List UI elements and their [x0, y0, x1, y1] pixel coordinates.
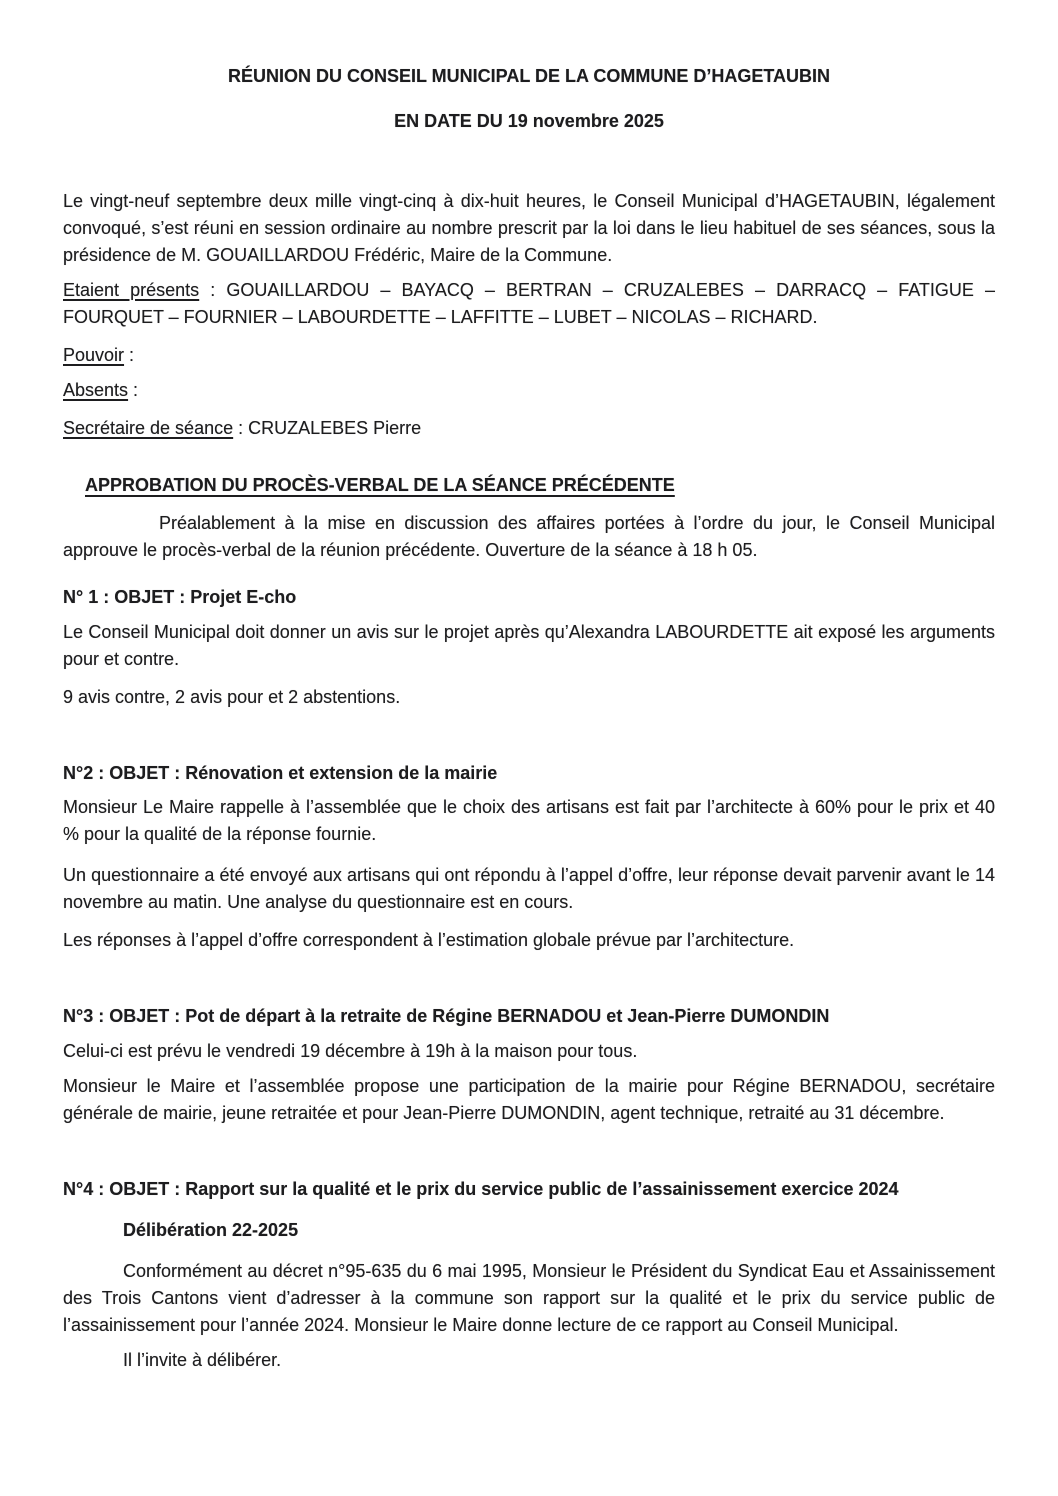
line-label: Secrétaire de séance [63, 418, 234, 438]
doc-labeled-line: Pouvoir : [63, 345, 135, 365]
doc-paragraph-indented: Conformément au décret n°95-635 du 6 mai 1995, Monsieur le Président du Syndicat Eau et Assainissement des Trois Cantons vient d’adresser à la commune son rapport sur la qualité et le prix du service public de l’assainissement pour l’année 2024. Monsieur le Maire donne lecture de ce rapport au Conseil Municipal. [63, 1261, 995, 1335]
doc-paragraph-indented: Préalablement à la mise en discussion des affaires portées à l’ordre du jour, le Conseil Municipal approuve le procès-verbal de la réunion précédente. Ouverture de la séance à 18 h 05. [63, 513, 995, 560]
line-value: GOUAILLARDOU – BAYACQ – BERTRAN – CRUZALEBES – DARRACQ – FATIGUE – FOURQUET – FOURNIER – LABOURDETTE – LAFFITTE – LUBET – NICOLAS – RICHARD. [63, 280, 995, 327]
line-label: Etaient présents [63, 280, 200, 300]
line-value: CRUZALEBES Pierre [248, 418, 422, 438]
doc-labeled-line: Etaient présents : GOUAILLARDOU – BAYACQ – BERTRAN – CRUZALEBES – DARRACQ – FATIGUE – FOURQUET – FOURNIER – LABOURDETTE – LAFFITTE – LUBET – NICOLAS – RICHARD. [63, 280, 995, 327]
doc-main-heading: APPROBATION DU PROCÈS-VERBAL DE LA SÉANCE PRÉCÉDENTE [85, 475, 675, 495]
doc-section-heading: N° 1 : OBJET : Projet E-cho [63, 587, 297, 607]
document-title: RÉUNION DU CONSEIL MUNICIPAL DE LA COMMUNE D’HAGETAUBIN [227, 66, 830, 86]
doc-paragraph: 9 avis contre, 2 avis pour et 2 abstentions. [63, 687, 401, 707]
line-label: Pouvoir [63, 345, 125, 365]
doc-labeled-line: Secrétaire de séance : CRUZALEBES Pierre [63, 418, 422, 438]
doc-sub-heading: Délibération 22-2025 [123, 1220, 299, 1240]
doc-paragraph: Monsieur le Maire et l’assemblée propose une participation de la mairie pour Régine BERNADOU, secrétaire générale de mairie, jeune retraitée et pour Jean-Pierre DUMONDIN, agent technique, retraité au 31 décembre. [63, 1076, 995, 1123]
doc-section-heading: N°4 : OBJET : Rapport sur la qualité et le prix du service public de l’assainissement exercice 2024 [63, 1179, 899, 1199]
document-date-line: EN DATE DU 19 novembre 2025 [394, 111, 664, 131]
doc-paragraph: Le Conseil Municipal doit donner un avis sur le projet après qu’Alexandra LABOURDETTE ait exposé les arguments pour et contre. [63, 622, 995, 669]
doc-labeled-line: Absents : [63, 380, 139, 400]
document-body [63, 188, 995, 1374]
doc-section-heading: N°2 : OBJET : Rénovation et extension de la mairie [63, 763, 498, 783]
doc-paragraph-indented: Il l’invite à délibérer. [123, 1350, 282, 1370]
doc-section-heading: N°3 : OBJET : Pot de départ à la retraite de Régine BERNADOU et Jean-Pierre DUMONDIN [63, 1006, 830, 1026]
doc-paragraph: Un questionnaire a été envoyé aux artisans qui ont répondu à l’appel d’offre, leur réponse devait parvenir avant le 14 novembre au matin. Une analyse du questionnaire est en cours. [63, 865, 995, 912]
doc-paragraph: Les réponses à l’appel d’offre correspondent à l’estimation globale prévue par l’architecture. [63, 930, 795, 950]
doc-paragraph: Celui-ci est prévu le vendredi 19 décembre à 19h à la maison pour tous. [63, 1041, 638, 1061]
doc-paragraph: Le vingt-neuf septembre deux mille vingt-cinq à dix-huit heures, le Conseil Municipal d’HAGETAUBIN, légalement convoqué, s’est réuni en session ordinaire au nombre prescrit par la loi dans le lieu habituel de ses séances, sous la présidence de M. GOUAILLARDOU Frédéric, Maire de la Commune. [63, 191, 995, 265]
doc-paragraph: Monsieur Le Maire rappelle à l’assemblée que le choix des artisans est fait par l’architecte à 60% pour le prix et 40 % pour la qualité de la réponse fournie. [63, 797, 995, 844]
line-label: Absents [63, 380, 129, 400]
